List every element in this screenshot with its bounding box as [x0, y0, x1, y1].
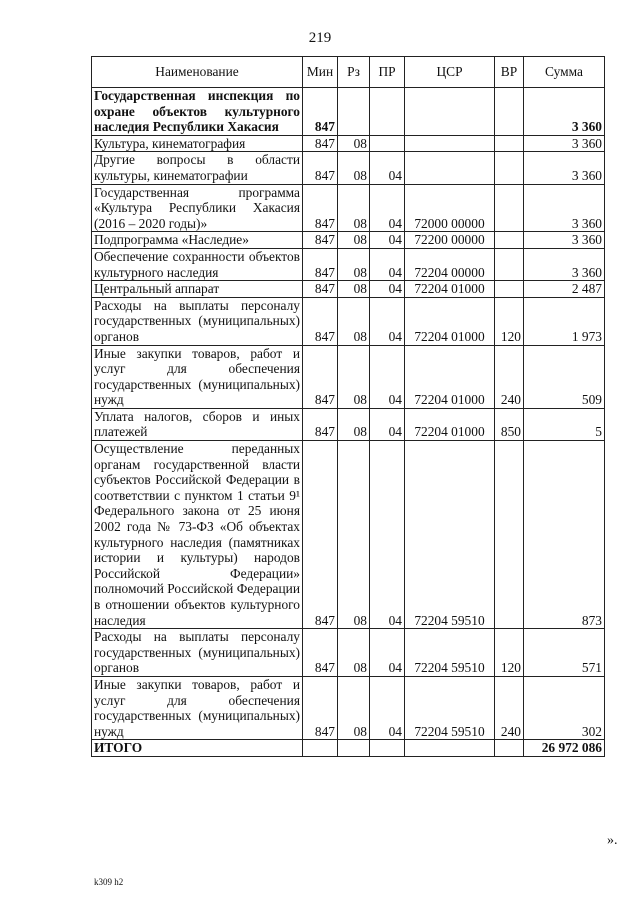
cell-pr: 04	[370, 184, 405, 232]
cell-name: Осуществление переданных органам государственной власти субъектов Российской Федерации в соответствии с пунктом 1 статьи 9¹ Федерального закона от 25 июня 2002 года № 73-ФЗ «Об объектах культурного наследия (памятниках истории и культуры) народов Российской Федерации» полномочий Российской Федерации в отношении объектов культурного наследия	[92, 441, 303, 629]
cell-vr: 240	[495, 345, 524, 408]
header-vr: ВР	[495, 57, 524, 88]
table-row	[92, 248, 605, 280]
cell-pr: 04	[370, 152, 405, 184]
cell-pr: 04	[370, 281, 405, 298]
cell-name: Обеспечение сохранности объектов культурного наследия	[92, 248, 303, 280]
cell-rz: 08	[338, 441, 370, 629]
cell-min: 847	[303, 152, 338, 184]
table-row	[92, 281, 605, 298]
cell-sum: 5	[524, 408, 605, 440]
header-sum: Сумма	[524, 57, 605, 88]
table-row	[92, 345, 605, 408]
cell-name: Иные закупки товаров, работ и услуг для обеспечения государственных (муниципальных) нужд	[92, 676, 303, 739]
cell-name: Подпрограмма «Наследие»	[92, 232, 303, 249]
cell-sum: 509	[524, 345, 605, 408]
cell-min: 847	[303, 297, 338, 345]
budget-table	[91, 56, 605, 757]
cell-csr	[405, 152, 495, 184]
table-body	[92, 88, 605, 740]
cell-pr: 04	[370, 297, 405, 345]
cell-rz: 08	[338, 281, 370, 298]
cell-vr	[495, 152, 524, 184]
cell-pr: 04	[370, 676, 405, 739]
cell-csr: 72204 01000	[405, 297, 495, 345]
table-row	[92, 88, 605, 136]
cell-vr	[495, 441, 524, 629]
cell-csr: 72204 01000	[405, 281, 495, 298]
cell-vr	[495, 232, 524, 249]
cell-pr: 04	[370, 232, 405, 249]
cell-csr	[405, 135, 495, 152]
cell-csr: 72204 00000	[405, 248, 495, 280]
cell-sum: 2 487	[524, 281, 605, 298]
cell-rz: 08	[338, 232, 370, 249]
cell-csr: 72200 00000	[405, 232, 495, 249]
table-row	[92, 184, 605, 232]
cell-rz: 08	[338, 184, 370, 232]
cell-min: 847	[303, 135, 338, 152]
cell-sum: 873	[524, 441, 605, 629]
cell-sum: 3 360	[524, 232, 605, 249]
cell-sum: 3 360	[524, 135, 605, 152]
cell-min: 847	[303, 441, 338, 629]
table-row	[92, 408, 605, 440]
cell-name: Иные закупки товаров, работ и услуг для обеспечения государственных (муниципальных) нужд	[92, 345, 303, 408]
cell-name: Центральный аппарат	[92, 281, 303, 298]
cell-min: 847	[303, 408, 338, 440]
page-number: 219	[308, 30, 332, 46]
total-label: ИТОГО	[92, 740, 303, 757]
cell-min: 847	[303, 232, 338, 249]
cell-vr: 850	[495, 408, 524, 440]
cell-min: 847	[303, 248, 338, 280]
cell-csr: 72204 59510	[405, 629, 495, 677]
cell-min: 847	[303, 676, 338, 739]
cell-rz: 08	[338, 345, 370, 408]
cell-name: Уплата налогов, сборов и иных платежей	[92, 408, 303, 440]
cell-rz	[338, 88, 370, 136]
cell-csr: 72204 01000	[405, 345, 495, 408]
cell-csr: 72204 59510	[405, 441, 495, 629]
table-row	[92, 676, 605, 739]
cell-name: Государственная инспекция по охране объектов культурного наследия Республики Хакасия	[92, 88, 303, 136]
cell-sum: 302	[524, 676, 605, 739]
cell-vr	[495, 88, 524, 136]
cell-vr	[495, 135, 524, 152]
cell-pr: 04	[370, 441, 405, 629]
cell-vr: 240	[495, 676, 524, 739]
cell-csr	[405, 88, 495, 136]
cell-csr: 72000 00000	[405, 184, 495, 232]
table-row	[92, 629, 605, 677]
header-pr: ПР	[370, 57, 405, 88]
cell-pr	[370, 135, 405, 152]
cell-min: 847	[303, 281, 338, 298]
cell-pr: 04	[370, 345, 405, 408]
cell-csr: 72204 01000	[405, 408, 495, 440]
table-row	[92, 441, 605, 629]
cell-vr: 120	[495, 629, 524, 677]
cell-sum: 3 360	[524, 152, 605, 184]
cell-rz: 08	[338, 408, 370, 440]
table-row	[92, 232, 605, 249]
document-code: k309 h2	[94, 877, 124, 887]
cell-rz: 08	[338, 297, 370, 345]
cell-name: Расходы на выплаты персоналу государственных (муниципальных) органов	[92, 629, 303, 677]
cell-pr	[370, 88, 405, 136]
cell-vr	[495, 281, 524, 298]
cell-rz: 08	[338, 248, 370, 280]
cell-min: 847	[303, 629, 338, 677]
cell-name: Культура, кинематография	[92, 135, 303, 152]
cell-rz: 08	[338, 629, 370, 677]
cell-sum: 3 360	[524, 88, 605, 136]
header-min: Мин	[303, 57, 338, 88]
total-sum: 26 972 086	[524, 740, 605, 757]
cell-name: Расходы на выплаты персоналу государственных (муниципальных) органов	[92, 297, 303, 345]
cell-rz: 08	[338, 135, 370, 152]
cell-rz: 08	[338, 152, 370, 184]
header-row	[92, 57, 605, 88]
cell-pr: 04	[370, 248, 405, 280]
cell-sum: 1 973	[524, 297, 605, 345]
cell-vr: 120	[495, 297, 524, 345]
closing-quote: ».	[607, 833, 618, 848]
cell-min: 847	[303, 345, 338, 408]
cell-rz: 08	[338, 676, 370, 739]
table-row	[92, 135, 605, 152]
header-rz: Рз	[338, 57, 370, 88]
cell-sum: 3 360	[524, 248, 605, 280]
header-name: Наименование	[92, 57, 303, 88]
cell-pr: 04	[370, 629, 405, 677]
table-row	[92, 297, 605, 345]
cell-vr	[495, 248, 524, 280]
cell-min: 847	[303, 184, 338, 232]
cell-vr	[495, 184, 524, 232]
header-csr: ЦСР	[405, 57, 495, 88]
table-row	[92, 152, 605, 184]
cell-csr: 72204 59510	[405, 676, 495, 739]
cell-sum: 571	[524, 629, 605, 677]
cell-min: 847	[303, 88, 338, 136]
cell-sum: 3 360	[524, 184, 605, 232]
total-row	[92, 740, 605, 757]
cell-name: Другие вопросы в области культуры, кинематографии	[92, 152, 303, 184]
cell-pr: 04	[370, 408, 405, 440]
cell-name: Государственная программа «Культура Республики Хакасия (2016 – 2020 годы)»	[92, 184, 303, 232]
